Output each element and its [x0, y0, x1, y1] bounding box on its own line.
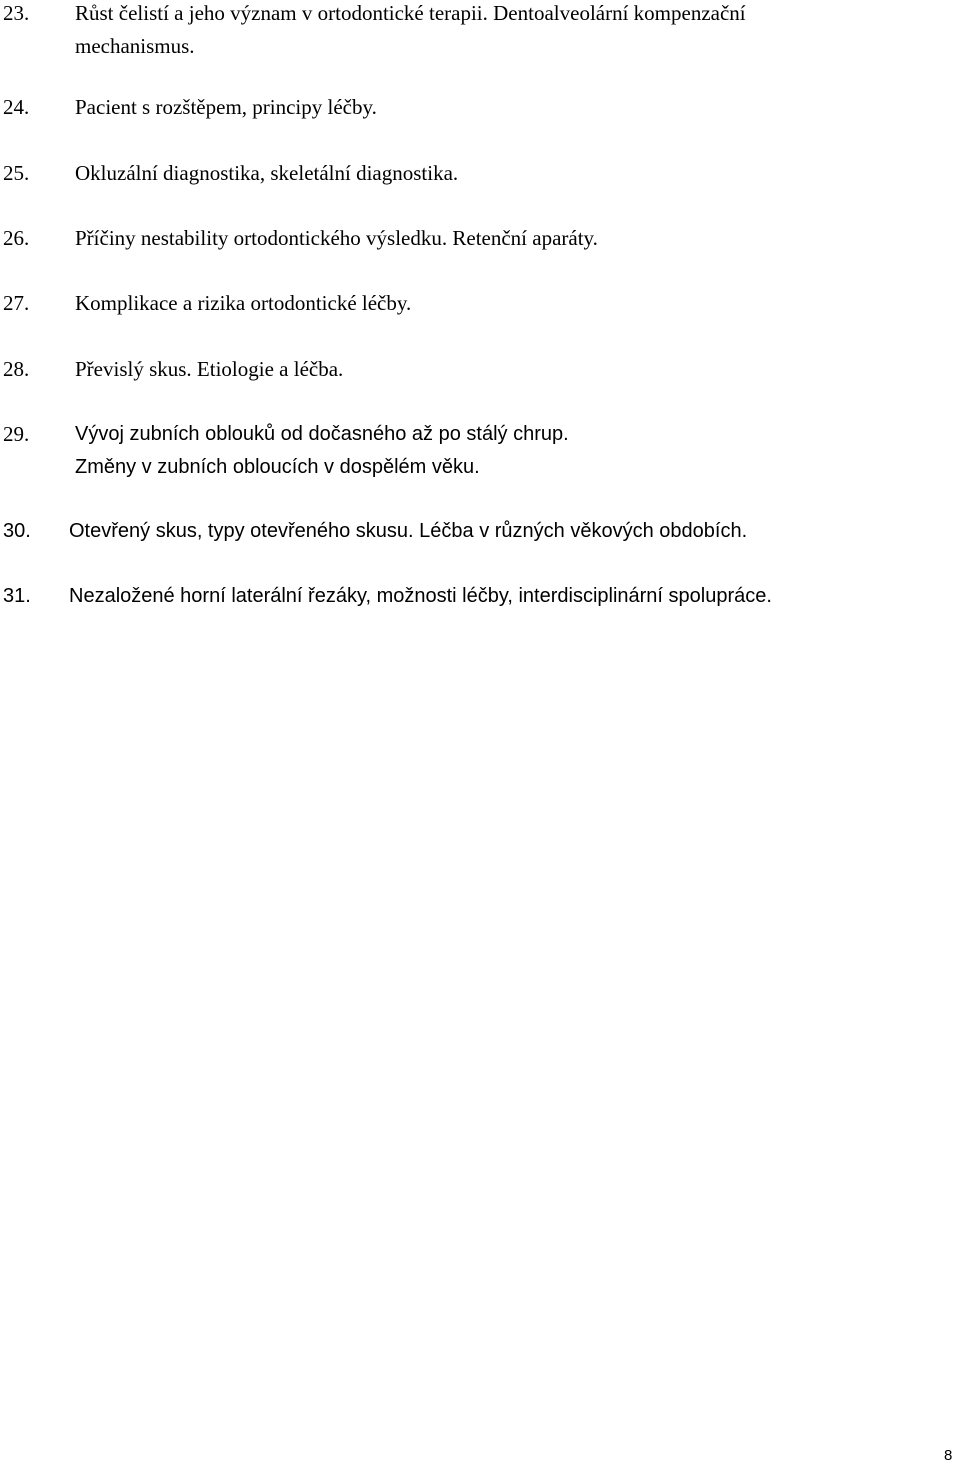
item-text: Okluzální diagnostika, skeletální diagnostika.	[75, 161, 459, 185]
item-text: Nezaložené horní laterální řezáky, možnosti léčby, interdisciplinární spolupráce.	[69, 585, 772, 607]
item-number: 31.	[3, 585, 31, 607]
item-number: 26.	[3, 226, 30, 250]
item-text: Převislý skus. Etiologie a léčba.	[75, 357, 344, 381]
item-text-continuation: Změny v zubních obloucích v dospělém věku.	[75, 456, 480, 478]
item-text: Pacient s rozštěpem, principy léčby.	[75, 95, 377, 119]
item-number: 24.	[3, 95, 30, 119]
item-number: 25.	[3, 161, 30, 185]
item-number: 30.	[3, 520, 31, 542]
item-number: 23.	[3, 1, 30, 25]
item-number: 28.	[3, 357, 30, 381]
item-text: Příčiny nestability ortodontického výsledku. Retenční aparáty.	[75, 226, 598, 250]
item-text: Růst čelistí a jeho význam v ortodontické terapii. Dentoalveolární kompenzační	[75, 1, 746, 25]
item-text: Otevřený skus, typy otevřeného skusu. Léčba v různých věkových obdobích.	[69, 520, 748, 542]
page-number: 8	[944, 1447, 953, 1464]
item-number: 27.	[3, 291, 30, 315]
item-text-continuation: mechanismus.	[75, 34, 195, 58]
item-number: 29.	[3, 422, 30, 446]
item-text: Komplikace a rizika ortodontické léčby.	[75, 291, 412, 315]
item-text: Vývoj zubních oblouků od dočasného až po stálý chrup.	[75, 423, 569, 445]
